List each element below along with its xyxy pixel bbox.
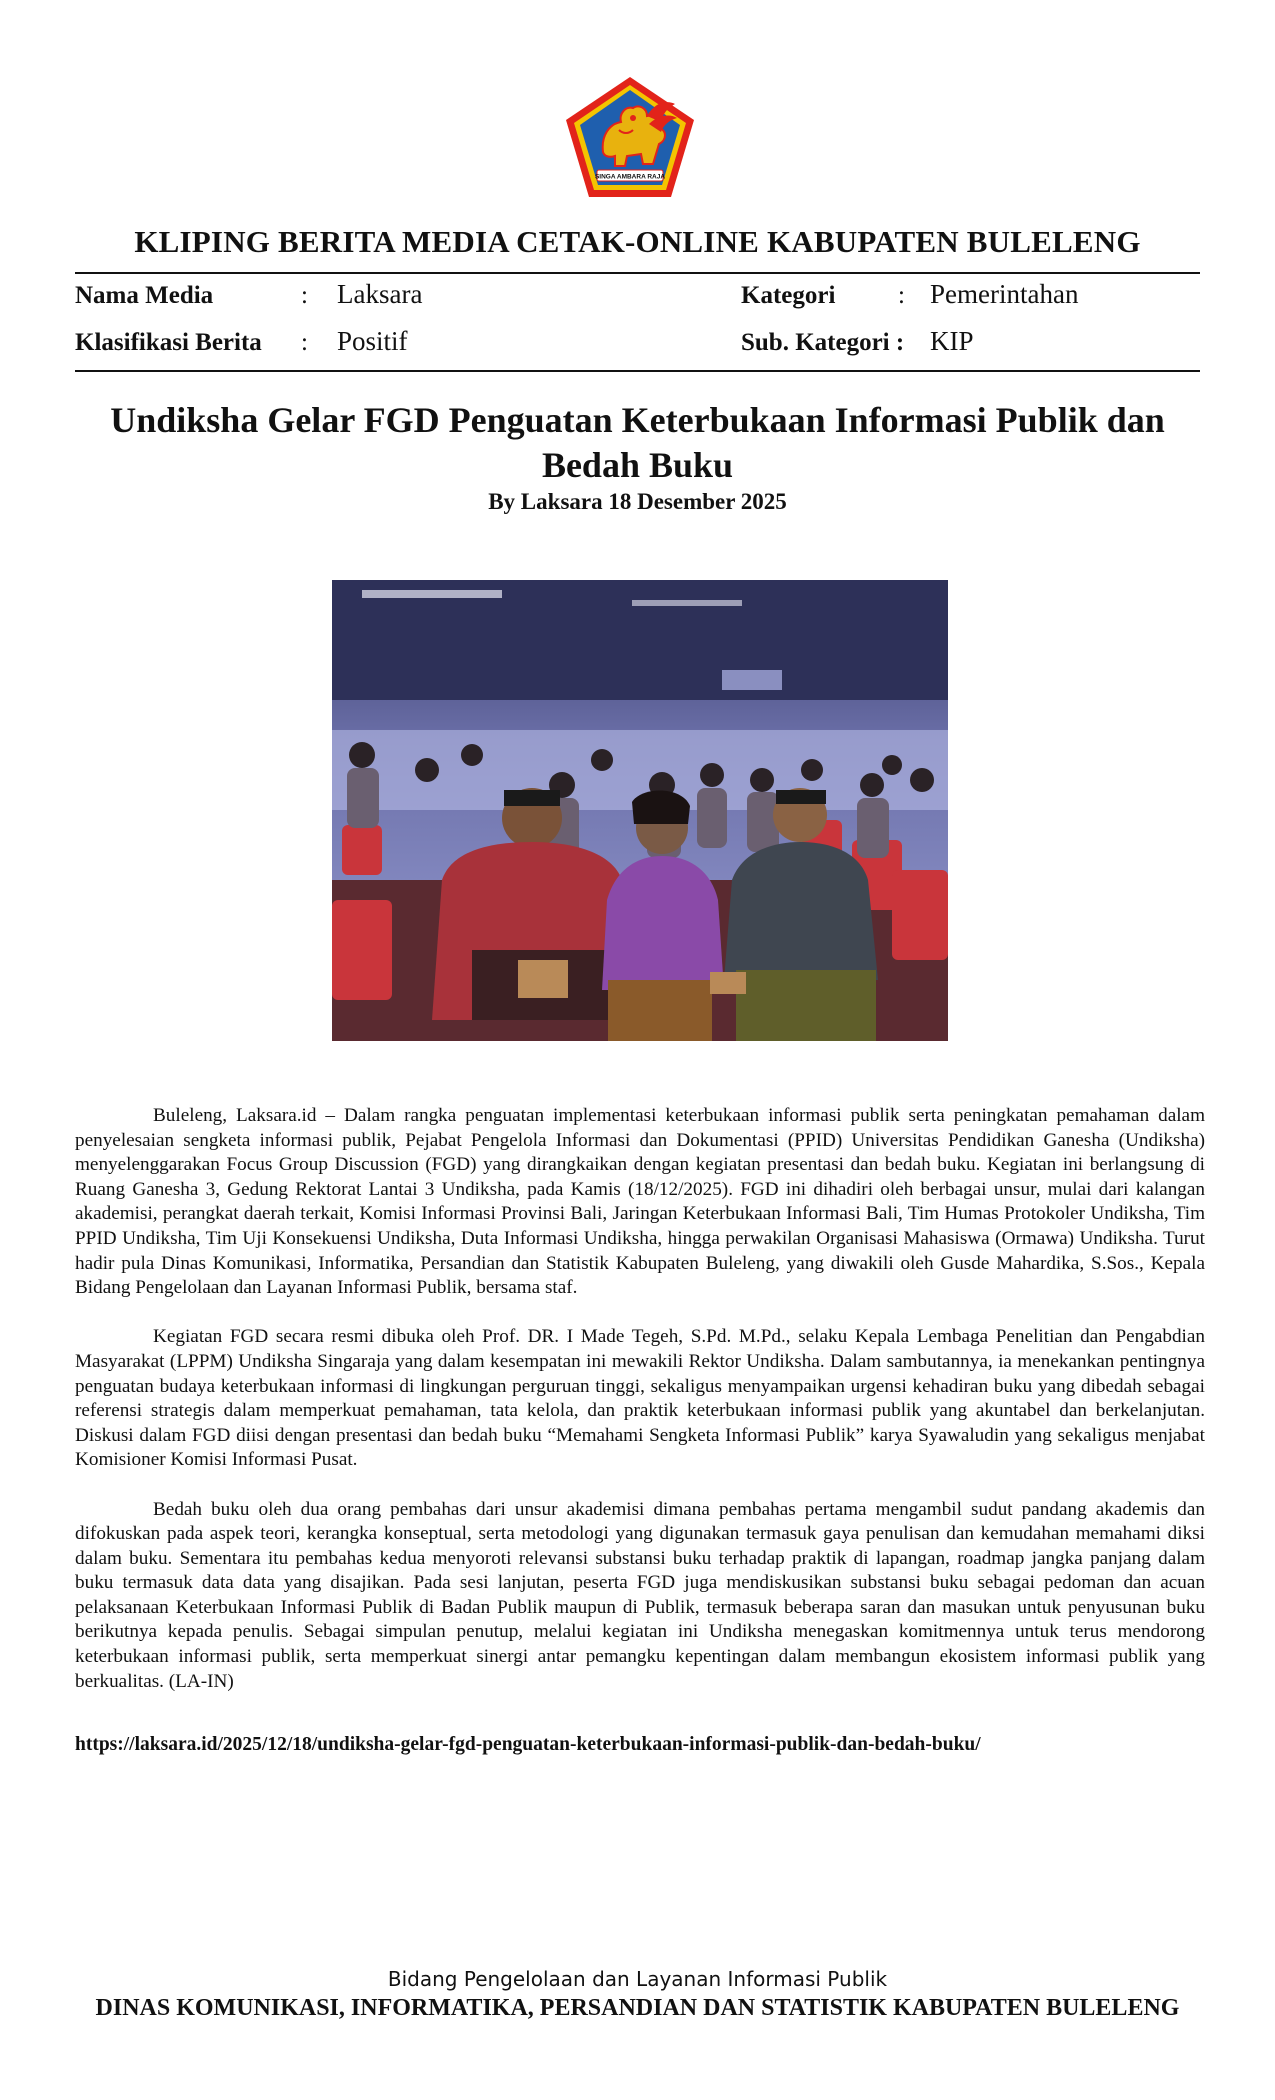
klasifikasi-value: Positif (337, 326, 408, 356)
article-paragraph: Bedah buku oleh dua orang pembahas dari unsur akademisi dimana pembahas pertama mengambil sudut pandang akademis dan difokuskan pada aspek teori, kerangka konseptual, serta metodologi yang digunakan termasuk gaya penulisan dan kemudahan memahami diksi dalam buku. Sementara itu pembahas kedua menyoroti relevansi substansi buku terhadap praktik di lapangan, roadmap jangka panjang dalam buku termasuk data data yang disajikan. Pada sesi lanjutan, peserta FGD juga mendiskusikan substansi buku sebagai pedoman dan acuan pelaksanaan Keterbukaan Informasi Publik di Badan Publik maupun di Publik, termasuk beberapa saran dan masukan untuk penyusunan buku berikutnya kepada penulis. Sebagai simpulan penutup, melalui kegiatan ini Undiksha menegaskan komitmennya untuk terus mendorong keterbukaan informasi publik, serta memperkuat sinergi antar pemangku kepentingan dalam membangun ekosistem informasi publik yang berkualitas. (LA-IN) (75, 1498, 1205, 1692)
article-byline: By Laksara 18 Desember 2025 (488, 489, 787, 514)
nama-media-value: Laksara (337, 279, 423, 309)
article-title: Undiksha Gelar FGD Penguatan Keterbukaan Informasi Publik dan Bedah Buku (110, 400, 1165, 485)
nama-media-colon: : (301, 282, 308, 309)
bottom-divider (75, 370, 1200, 372)
kategori-value: Pemerintahan (930, 279, 1079, 309)
emblem-ribbon-text: SINGA AMBARA RAJA (594, 173, 666, 181)
article-body (75, 1104, 1205, 1719)
footer-department: Bidang Pengelolaan dan Layanan Informasi Publik (387, 1967, 888, 1991)
sub-kategori-value: KIP (930, 326, 974, 356)
klasifikasi-label: Klasifikasi Berita (75, 329, 262, 356)
sub-kategori-label: Sub. Kategori : (741, 329, 905, 356)
source-link[interactable]: https://laksara.id/2025/12/18/undiksha-gelar-fgd-penguatan-keterbukaan-informasi-publik-dan-bedah-buku/ (75, 1734, 981, 1755)
kategori-colon: : (898, 282, 905, 309)
singa-ambara-raja-emblem-icon (563, 74, 697, 200)
audience-photo (332, 580, 948, 1041)
top-divider (75, 272, 1200, 274)
klasifikasi-colon: : (301, 329, 308, 356)
kategori-label: Kategori (741, 282, 836, 309)
footer-agency: DINAS KOMUNIKASI, INFORMATIKA, PERSANDIAN DAN STATISTIK KABUPATEN BULELENG (95, 1995, 1180, 2021)
article-paragraph: Buleleng, Laksara.id – Dalam rangka penguatan implementasi keterbukaan informasi publik serta peningkatan pemahaman dalam penyelesaian sengketa informasi publik, Pejabat Pengelola Informasi dan Dokumentasi (PPID) Universitas Pendidikan Ganesha (Undiksha) menyelenggarakan Focus Group Discussion (FGD) yang dirangkaikan dengan kegiatan presentasi dan bedah buku. Kegiatan ini berlangsung di Ruang Ganesha 3, Gedung Rektorat Lantai 3 Undiksha, pada Kamis (18/12/2025). FGD ini dihadiri oleh berbagai unsur, mulai dari kalangan akademisi, perangkat daerah terkait, Komisi Informasi Provinsi Bali, Jaringan Keterbukaan Informasi Bali, Tim Humas Protokoler Undiksha, Tim PPID Undiksha, Tim Uji Konsekuensi Undiksha, Duta Informasi Undiksha, hingga perwakilan Organisasi Mahasiswa (Ormawa) Undiksha. Turut hadir pula Dinas Komunikasi, Informatika, Persandian dan Statistik Kabupaten Buleleng, yang diwakili oleh Gusde Mahardika, S.Sos., Kepala Bidang Pengelolaan dan Layanan Informasi Publik, bersama staf. (75, 1105, 1205, 1299)
nama-media-label: Nama Media (75, 282, 214, 309)
document-heading: KLIPING BERITA MEDIA CETAK-ONLINE KABUPATEN BULELENG (134, 224, 1141, 259)
article-paragraph: Kegiatan FGD secara resmi dibuka oleh Prof. DR. I Made Tegeh, S.Pd. M.Pd., selaku Kepala Lembaga Penelitian dan Pengabdian Masyarakat (LPPM) Undiksha Singaraja yang dalam kesempatan ini mewakili Rektor Undiksha. Dalam sambutannya, ia menekankan pentingnya penguatan budaya keterbukaan informasi di lingkungan perguruan tinggi, sekaligus menyampaikan urgensi kehadiran buku yang dibedah sebagai referensi strategis dalam memperkuat pemahaman, tata kelola, dan praktik keterbukaan informasi publik yang akuntabel dan berkelanjutan. Diskusi dalam FGD diisi dengan presentasi dan bedah buku “Memahami Sengketa Informasi Publik” karya Syawaludin yang sekaligus menjabat Komisioner Komisi Informasi Pusat. (75, 1326, 1205, 1471)
